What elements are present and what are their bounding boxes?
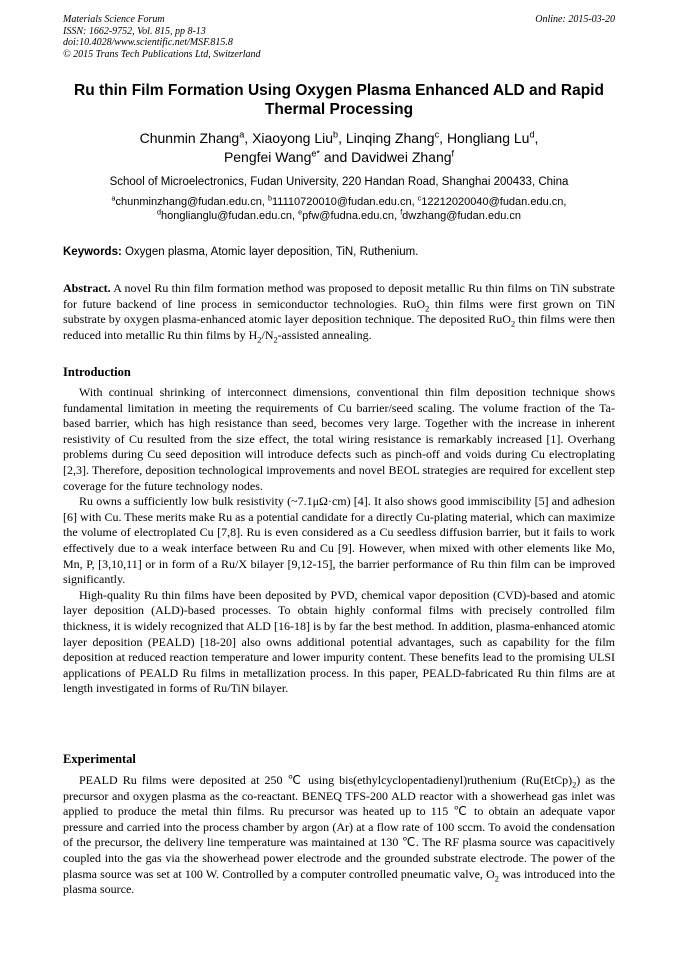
email-link[interactable]: honglianglu@fudan.edu.cn xyxy=(160,210,293,222)
running-header xyxy=(63,14,615,60)
abstract-text: /N xyxy=(261,327,274,342)
author-affiliation-mark: e* xyxy=(311,148,320,159)
abstract-text: thin films were then reduced into metallic Ru thin films by H xyxy=(63,312,616,342)
abstract-label: Abstract. xyxy=(63,281,111,295)
journal-name: Materials Science Forum xyxy=(63,14,165,25)
online-date: Online: 2015-03-20 xyxy=(535,14,615,25)
affiliation: School of Microelectronics, Fudan University, 220 Handan Road, Shanghai 200433, China xyxy=(109,176,569,188)
copyright-line: © 2015 Trans Tech Publications Ltd, Switzerland xyxy=(63,48,261,60)
author-line-2 xyxy=(63,148,615,167)
keywords xyxy=(63,245,615,259)
author-name: Linqing Zhang xyxy=(345,130,435,146)
experimental-paragraph xyxy=(63,773,615,898)
email-mark: d xyxy=(157,208,161,217)
author-affiliation-mark: c xyxy=(434,129,440,140)
abstract xyxy=(63,281,615,343)
email-mark: c xyxy=(417,194,422,203)
email-link[interactable]: 12212020040@fudan.edu.cn xyxy=(421,196,564,208)
author-separator: , xyxy=(244,130,253,146)
abstract-text: A novel Ru thin film formation method was proposed to deposit metallic Ru thin films on TiN substrate for future backend of line process in semiconductor technologies. RuO xyxy=(63,281,615,311)
introduction-body xyxy=(63,385,615,697)
author-name: Pengfei Wang xyxy=(223,149,312,165)
subscript: 2 xyxy=(494,873,499,883)
introduction-heading: Introduction xyxy=(63,365,131,379)
abstract-text: -assisted annealing. xyxy=(277,327,372,342)
keywords-label: Keywords: xyxy=(63,246,122,258)
subscript: 2 xyxy=(257,335,262,345)
email-line-1: $^a$chunminzhang@fudan.edu.cn, $^b$11110720010@fudan.edu.cn, $^c$12212020040@fudan.edu.cn, xyxy=(111,194,567,208)
author-separator: , xyxy=(338,130,346,146)
experimental-body xyxy=(63,773,615,898)
author-affiliation-mark: a xyxy=(239,129,245,140)
email-mark: b xyxy=(267,194,272,203)
doi-line: doi:10.4028/www.scientific.net/MSF.815.8 xyxy=(63,37,233,48)
intro-paragraph-3: High-quality Ru thin films have been deposited by PVD, chemical vapor deposition (CVD)-based and atomic layer deposition (ALD)-based processes. To obtain highly conformal films with precisely controlled film thickness, it is widely recognized that ALD [16-18] is by far the best method. In addition, plasma-enhanced atomic layer deposition (PEALD) [18-20] also owns additional potential advantages, such as capability for the film deposition at reduced reaction temperature and lower impurity content. These benefits lead to the promising ULSI applications of PEALD Ru films in metallization process. In this paper, PEALD-fabricated Ru thin films are at length investigated in forms of Ru/TiN bilayer. xyxy=(63,587,615,696)
author-list xyxy=(63,129,615,167)
author-name: Davidwei Zhang xyxy=(351,149,452,165)
keywords-text: Oxygen plasma, Atomic layer deposition, TiN, Ruthenium. xyxy=(121,246,419,258)
email-mark: e xyxy=(298,208,303,217)
title-line-1: Ru thin Film Formation Using Oxygen Plasma Enhanced ALD and Rapid xyxy=(74,82,604,99)
experimental-text: ) as the precursor and oxygen plasma as the co-reactant. BENEQ TFS-200 ALD reactor with a showerhead gas inlet was applied to produce the metal thin films. Ru precursor was heated up to 115 ℃ to obtain an adequate vapor pressure and carried into the process chamber by argon (Ar) at a flow rate of 100 sccm. To avoid the condensation of the precursor, the delivery line temperature was maintained at 130 ℃. The RF plasma source was capacitively coupled into the gas via the showerhead power electrode and the grounded substrate electrode. The power of the plasma source was set at 100 W. Controlled by a computer controlled pneumatic valve, O xyxy=(63,773,615,881)
author-emails xyxy=(63,195,615,223)
abstract-paragraph xyxy=(63,281,615,343)
subscript: 2 xyxy=(273,335,278,345)
author-separator: , xyxy=(439,130,447,146)
email-line-2: $^d$honglianglu@fudan.edu.cn, $^e$pfw@fudna.edu.cn, $^f$dwzhang@fudan.edu.cn xyxy=(157,208,521,222)
email-link[interactable]: chunminzhang@fudan.edu.cn xyxy=(115,196,262,208)
experimental-text: PEALD Ru films were deposited at 250 ℃ using bis(ethylcyclopentadienyl)ruthenium (Ru(EtCp) xyxy=(79,773,573,787)
issn-line: ISSN: 1662-9752, Vol. 815, pp 8-13 xyxy=(63,25,206,37)
subscript: 2 xyxy=(510,319,516,329)
subscript: 2 xyxy=(572,780,577,790)
email-link[interactable]: dwzhang@fudan.edu.cn xyxy=(402,210,521,222)
title-line-2: Thermal Processing xyxy=(264,101,414,118)
author-affiliation-mark: f xyxy=(451,148,455,159)
intro-paragraph-2: Ru owns a sufficiently low bulk resistivity (~7.1μΩ·cm) [4]. It also shows good immiscibility [5] and adhesion [6] with Cu. These merits make Ru as a potential candidate for a directly Cu-plating material, which can maximize the volume of electroplated Cu [7,8]. Ru is even considered as a Cu seedless diffusion barrier, but it fails to work effectively due to a weak interface between Ru and Cu [9]. However, when mixed with other elements like Mo, Mn, P, [3,10,11] or in form of a Ru/X bilayer [9,12-15], the barrier performance of Ru thin film can be improved significantly. xyxy=(63,494,615,587)
experimental-text: was introduced into the plasma source. xyxy=(63,866,615,897)
abstract-text: thin films were first grown on TiN substrate by oxygen plasma-enhanced atomic layer deposition technique. The deposited RuO xyxy=(63,296,615,327)
subscript: 2 xyxy=(425,303,430,313)
email-mark: f xyxy=(400,208,403,217)
author-affiliation-mark: b xyxy=(333,129,339,140)
author-name: Xiaoyong Liu xyxy=(252,130,334,146)
author-separator: , xyxy=(534,130,539,146)
author-line-1 xyxy=(63,129,615,148)
author-affiliation-mark: d xyxy=(529,129,535,140)
experimental-heading: Experimental xyxy=(63,752,136,766)
email-mark: a xyxy=(111,194,116,203)
email-link[interactable]: pfw@fudna.edu.cn xyxy=(302,210,395,222)
author-name: Hongliang Lu xyxy=(446,130,530,146)
email-link[interactable]: 11110720010@fudan.edu.cn xyxy=(271,196,412,208)
paper-title xyxy=(63,81,615,119)
author-separator: and xyxy=(319,149,352,165)
author-name: Chunmin Zhang xyxy=(139,130,240,146)
intro-paragraph-1: With continual shrinking of interconnect dimensions, conventional thin film deposition technique shows fundamental limitation in meeting the requirements of Cu barrier/seed scaling. The volume fraction of the Ta-based barrier, which has high resistance than seed, becomes very large. Together with the increase in inherent resistivity of Cu resulted from the size effect, the total wiring resistance is remarkably increased [1]. Overhang problems during Cu seed deposition will introduce defects such as pinch-off and voids during Cu electroplating [2,3]. Therefore, deposition technological improvements and novel BEOL strategies are required for excellent step coverage for the future technology nodes. xyxy=(63,385,615,493)
